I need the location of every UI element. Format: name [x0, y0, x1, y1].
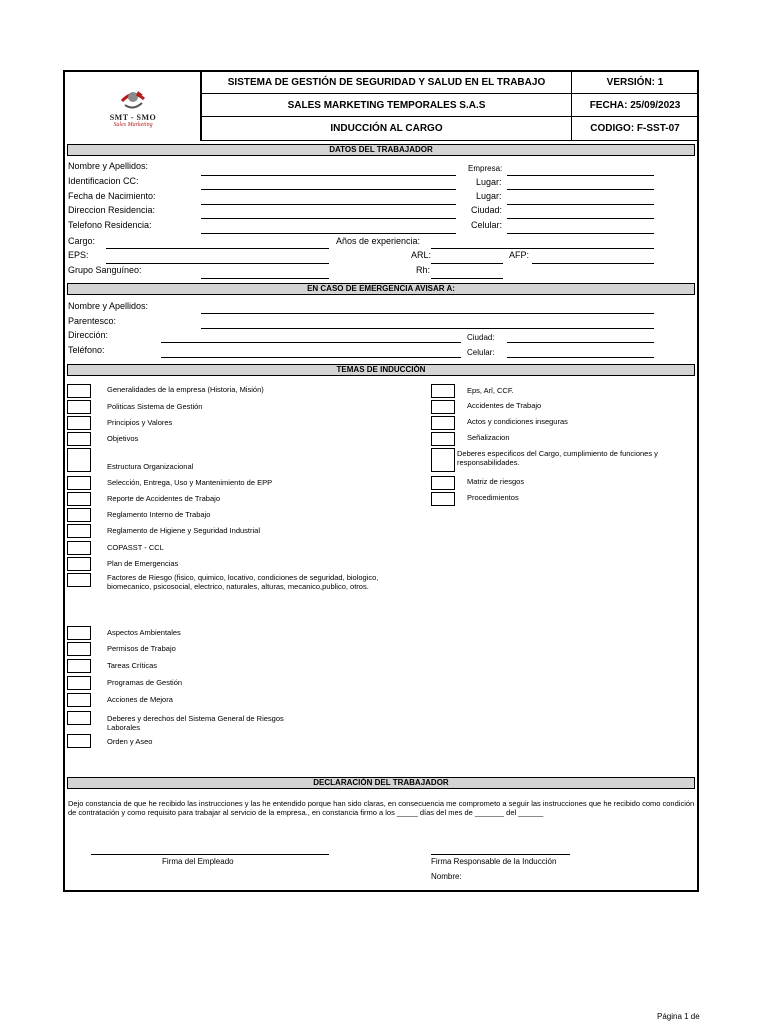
- responsible-name-label: Nombre:: [431, 872, 462, 881]
- field-company[interactable]: [507, 175, 654, 176]
- topic-label: Procedimientos: [467, 493, 519, 502]
- checkbox-topic[interactable]: [67, 492, 91, 506]
- field-em-mobile[interactable]: [507, 357, 654, 358]
- checkbox-topic[interactable]: [431, 492, 455, 506]
- label-arl: ARL:: [411, 250, 432, 260]
- field-em-phone[interactable]: [161, 357, 461, 358]
- checkbox-topic[interactable]: [431, 400, 455, 414]
- label-id: Identificacion CC:: [68, 176, 139, 186]
- label-rh: Rh:: [416, 265, 431, 275]
- label-place2: Lugar:: [476, 191, 502, 201]
- topic-label: Reglamento Interno de Trabajo: [107, 510, 211, 519]
- responsible-signature-line[interactable]: [431, 854, 570, 855]
- topic-label: Reporte de Accidentes de Trabajo: [107, 494, 220, 503]
- checkbox-topic[interactable]: [67, 448, 91, 472]
- checkbox-topic[interactable]: [67, 416, 91, 430]
- field-mobile[interactable]: [507, 233, 654, 234]
- topic-label: Objetivos: [107, 434, 139, 443]
- label-address: Direccion Residencia:: [68, 205, 156, 215]
- label-experience: Años de experiencia:: [336, 236, 421, 246]
- checkbox-topic[interactable]: [67, 711, 91, 725]
- label-name: Nombre y Apellidos:: [68, 161, 149, 171]
- field-address[interactable]: [201, 218, 456, 219]
- checkbox-topic[interactable]: [67, 557, 91, 571]
- topic-label: Acciones de Mejora: [107, 695, 173, 704]
- checkbox-topic[interactable]: [431, 416, 455, 430]
- employee-signature-label: Firma del Empleado: [162, 857, 234, 866]
- field-em-city[interactable]: [507, 342, 654, 343]
- field-experience[interactable]: [431, 248, 654, 249]
- page-number: Página 1 de: [657, 1012, 700, 1021]
- topic-label: Deberes especificos del Cargo, cumplimiento de funciones y responsabilidades.: [457, 449, 658, 467]
- field-em-relation[interactable]: [201, 328, 654, 329]
- section-declaration: DECLARACIÓN DEL TRABAJADOR: [67, 777, 695, 789]
- label-birth: Fecha de Nacimiento:: [68, 191, 156, 201]
- label-eps: EPS:: [68, 250, 89, 260]
- label-em-relation: Parentesco:: [68, 316, 117, 326]
- checkbox-topic[interactable]: [431, 448, 455, 472]
- company-logo: [66, 73, 200, 141]
- label-afp: AFP:: [509, 250, 530, 260]
- field-afp[interactable]: [532, 263, 654, 264]
- checkbox-topic[interactable]: [431, 384, 455, 398]
- checkbox-topic[interactable]: [67, 524, 91, 538]
- topic-label: Eps, Arl, CCF.: [467, 386, 514, 395]
- checkbox-topic[interactable]: [67, 508, 91, 522]
- topic-label: Generalidades de la empresa (Historia, Misión): [107, 385, 264, 394]
- checkbox-topic[interactable]: [67, 400, 91, 414]
- topic-label: Señalizacion: [467, 433, 510, 442]
- topic-label: Permisos de Trabajo: [107, 644, 176, 653]
- topic-label: Politicas Sistema de Gestión: [107, 402, 203, 411]
- field-birth[interactable]: [201, 204, 456, 205]
- checkbox-topic[interactable]: [67, 659, 91, 673]
- checkbox-topic[interactable]: [431, 432, 455, 446]
- checkbox-topic[interactable]: [67, 476, 91, 490]
- field-em-name[interactable]: [201, 313, 654, 314]
- checkbox-topic[interactable]: [67, 626, 91, 640]
- smt-logo-icon: [116, 87, 150, 113]
- topic-label: Principios y Valores: [107, 418, 173, 427]
- field-id[interactable]: [201, 189, 456, 190]
- topic-label: COPASST - CCL: [107, 543, 164, 552]
- checkbox-topic[interactable]: [431, 476, 455, 490]
- field-place1[interactable]: [507, 189, 654, 190]
- label-city: Ciudad:: [471, 205, 503, 215]
- label-mobile: Celular:: [471, 220, 503, 230]
- field-name[interactable]: [201, 175, 456, 176]
- field-eps[interactable]: [106, 263, 329, 264]
- checkbox-topic[interactable]: [67, 541, 91, 555]
- field-blood[interactable]: [201, 278, 329, 279]
- field-city[interactable]: [507, 218, 654, 219]
- topic-label: Deberes y derechos del Sistema General de Riesgos Laborales: [107, 714, 284, 732]
- topic-label: Accidentes de Trabajo: [467, 401, 542, 410]
- checkbox-topic[interactable]: [67, 642, 91, 656]
- field-position[interactable]: [106, 248, 329, 249]
- system-title: SISTEMA DE GESTIÓN DE SEGURIDAD Y SALUD EN EL TRABAJO: [201, 70, 572, 94]
- logo-subtitle: Sales Marketing: [113, 121, 153, 128]
- checkbox-topic[interactable]: [67, 693, 91, 707]
- checkbox-topic[interactable]: [67, 734, 91, 748]
- date-cell: FECHA: 25/09/2023: [571, 93, 699, 117]
- label-em-phone: Teléfono:: [68, 345, 105, 355]
- checkbox-topic[interactable]: [67, 432, 91, 446]
- field-phone[interactable]: [201, 233, 456, 234]
- topic-label: Matriz de riesgos: [467, 477, 525, 486]
- section-worker-data: DATOS DEL TRABAJADOR: [67, 144, 695, 156]
- topic-label: Reglamento de Higiene y Seguridad Industrial: [107, 526, 261, 535]
- field-em-address[interactable]: [161, 342, 461, 343]
- label-blood: Grupo Sanguíneo:: [68, 265, 142, 275]
- checkbox-topic[interactable]: [67, 676, 91, 690]
- section-topics: TEMAS DE INDUCCIÓN: [67, 364, 695, 376]
- section-emergency: EN CASO DE EMERGENCIA AVISAR A:: [67, 283, 695, 295]
- label-company: Empresa:: [468, 164, 503, 173]
- topic-label: Aspectos Ambientales: [107, 628, 181, 637]
- topic-label: Tareas Críticas: [107, 661, 158, 670]
- topic-label: Plan de Emergencias: [107, 559, 179, 568]
- topic-label: Orden y Aseo: [107, 737, 153, 746]
- topic-label: Factores de Riesgo (fisico, quimico, locativo, condiciones de seguridad, biologico, biomecanico, psicosocial, electrico, naturales, alturas, mecanico,publico, otros.: [107, 573, 379, 591]
- code-cell: CODIGO: F-SST-07: [571, 116, 699, 141]
- form-title: INDUCCIÓN AL CARGO: [201, 116, 572, 141]
- field-arl[interactable]: [431, 263, 503, 264]
- declaration-text: Dejo constancia de que he recibido las instrucciones y las he entendido porque han sido claras, en consecuencia me comprometo a seguir las instrucciones que he recibido como condición de contratación y como requisito para trabajar al servicio de la empresa., en constancia firmo a los _____ días del mes de _______ del ______: [68, 799, 695, 817]
- employee-signature-line[interactable]: [91, 854, 329, 855]
- label-em-mobile: Celular:: [467, 348, 495, 357]
- company-title: SALES MARKETING TEMPORALES S.A.S: [201, 93, 572, 117]
- topic-label: Actos y condiciones inseguras: [467, 417, 568, 426]
- version-cell: VERSIÓN: 1: [571, 70, 699, 94]
- field-rh[interactable]: [431, 278, 503, 279]
- label-em-address: Dirección:: [68, 330, 109, 340]
- field-place2[interactable]: [507, 204, 654, 205]
- label-place1: Lugar:: [476, 177, 502, 187]
- topic-label: Programas de Gestión: [107, 678, 183, 687]
- header-divider: [200, 70, 201, 141]
- label-em-city: Ciudad:: [467, 333, 495, 342]
- topic-label: Estructura Organizacional: [107, 462, 194, 471]
- checkbox-topic[interactable]: [67, 573, 91, 587]
- logo-name: SMT - SMO: [109, 112, 157, 122]
- checkbox-topic[interactable]: [67, 384, 91, 398]
- label-position: Cargo:: [68, 236, 96, 246]
- label-em-name: Nombre y Apellidos:: [68, 301, 149, 311]
- responsible-signature-label: Firma Responsable de la Inducción: [431, 857, 557, 866]
- label-phone: Telefono Residencia:: [68, 220, 152, 230]
- topic-label: Selección, Entrega, Uso y Mantenimiento de EPP: [107, 478, 273, 487]
